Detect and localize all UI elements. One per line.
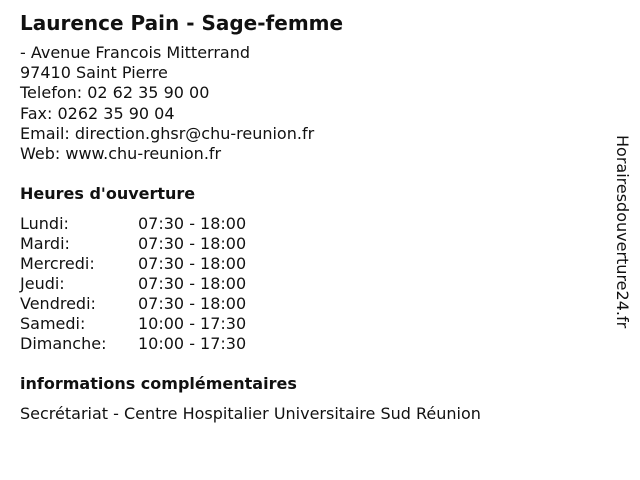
day-label: Samedi: [20,314,86,333]
day-label: Mardi: [20,234,70,253]
time-range: 07:30 - 18:00 [138,254,247,273]
web-text: Web: www.chu-reunion.fr [20,143,222,163]
phone-text: Telefon: 02 62 35 90 00 [20,83,210,103]
email-text: Email: direction.ghsr@chu-reunion.fr [20,123,315,143]
time-range: 07:30 - 18:00 [138,214,247,233]
opening-hours-heading: Heures d'ouverture [20,184,196,203]
day-label: Dimanche: [20,334,107,353]
additional-info-text: Secrétariat - Centre Hospitalier Universitaire Sud Réunion [20,404,481,423]
address-street: - Avenue Francois Mitterrand [20,43,251,62]
day-label: Mercredi: [20,254,95,273]
time-range: 07:30 - 18:00 [138,234,247,253]
address-city: 97410 Saint Pierre [20,63,168,83]
additional-info-heading: informations complémentaires [20,374,297,393]
site-brand-vertical: Horairesdouverture24.fr [613,135,632,329]
time-range: 07:30 - 18:00 [138,294,247,313]
time-range: 07:30 - 18:00 [138,274,247,293]
contact-block [20,43,314,164]
day-label: Lundi: [20,214,69,233]
time-range: 10:00 - 17:30 [138,334,247,353]
fax-text: Fax: 0262 35 90 04 [20,103,175,123]
time-range: 10:00 - 17:30 [138,314,247,333]
day-label: Jeudi: [20,274,65,293]
page-title: Laurence Pain - Sage-femme [20,11,344,35]
day-label: Vendredi: [20,294,96,313]
